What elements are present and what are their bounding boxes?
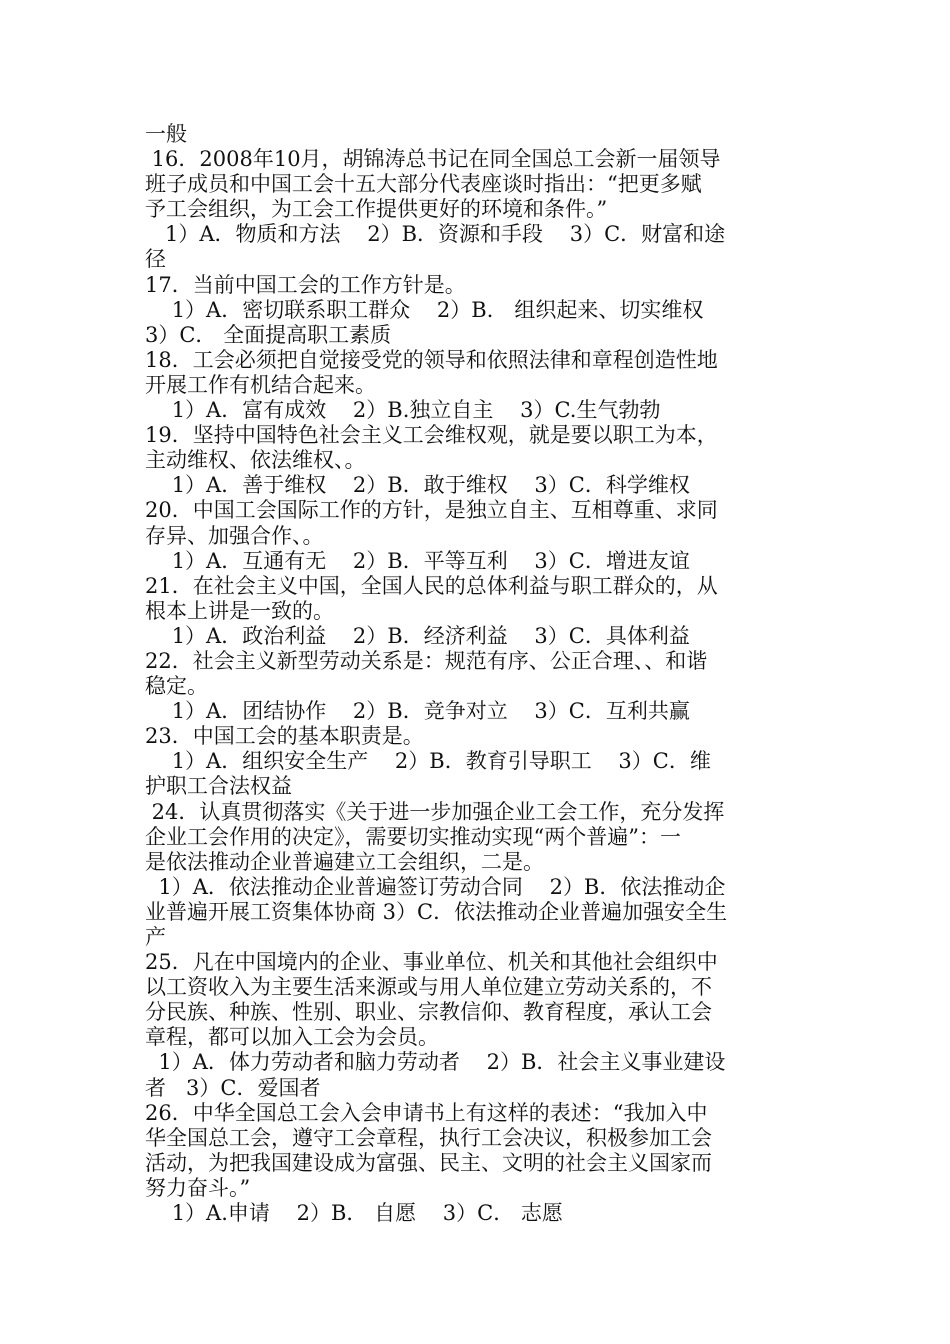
options-line: 1）A.申请 2）B． 自愿 3）C． 志愿 — [145, 1201, 563, 1226]
question-22-line: 22．社会主义新型劳动关系是：规范有序、公正合理、、和谐 — [145, 648, 708, 673]
question-26-line: 26．中华全国总工会入会申请书上有这样的表述：“我加入中 — [145, 1100, 708, 1125]
text-line: 开展工作有机结合起来。 — [145, 372, 376, 397]
question-16-line: 16．2008年10月，胡锦涛总书记在同全国总工会新一届领导 — [145, 147, 721, 172]
text-line: 一般 — [145, 122, 187, 146]
options-line: 1）A．善于维权 2）B．敢于维权 3）C．科学维权 — [145, 473, 690, 498]
options-line: 1）A．政治利益 2）B．经济利益 3）C．具体利益 — [145, 623, 690, 648]
options-line: 业普遍开展工资集体协商 3）C．依法推动企业普遍加强安全生 — [145, 899, 728, 924]
question-24-line: 24．认真贯彻落实《关于进一步加强企业工会工作，充分发挥 — [145, 799, 725, 824]
text-line: 予工会组织，为工会工作提供更好的环境和条件。” — [145, 197, 608, 222]
question-17-line: 17．当前中国工会的工作方针是。 — [145, 272, 466, 297]
text-line: 存异、加强合作、。 — [145, 523, 324, 548]
document-body — [145, 122, 815, 1226]
text-line: 企业工会作用的决定》，需要切实推动实现“两个普遍”：一 — [145, 824, 681, 849]
text-line: 稳定。 — [145, 674, 208, 699]
text-line: 班子成员和中国工会十五大部分代表座谈时指出：“把更多赋 — [145, 172, 702, 197]
options-line: 1）A．组织安全生产 2）B．教育引导职工 3）C．维 — [145, 749, 711, 774]
text-line: 径 — [145, 247, 166, 272]
options-line: 1）A．依法推动企业普遍签订劳动合同 2）B．依法推动企 — [145, 874, 726, 899]
question-18-line: 18．工会必须把自觉接受党的领导和依照法律和章程创造性地 — [145, 347, 718, 372]
question-21-line: 21．在社会主义中国，全国人民的总体利益与职工群众的，从 — [145, 573, 718, 598]
options-line: 1）A．团结协作 2）B．竞争对立 3）C．互利共赢 — [145, 699, 690, 724]
text-line: 以工资收入为主要生活来源或与用人单位建立劳动关系的，不 — [145, 975, 712, 1000]
text-line: 主动维权、依法维权、。 — [145, 448, 366, 473]
question-25-line: 25．凡在中国境内的企业、事业单位、机关和其他社会组织中 — [145, 950, 718, 975]
question-23-line: 23．中国工会的基本职责是。 — [145, 724, 424, 749]
text-line: 根本上讲是一致的。 — [145, 598, 334, 623]
options-line: 1）A．富有成效 2）B.独立自主 3）C.生气勃勃 — [145, 398, 661, 423]
text-line: 章程，都可以加入工会为会员。 — [145, 1025, 439, 1050]
question-20-line: 20．中国工会国际工作的方针，是独立自主、互相尊重、求同 — [145, 498, 718, 523]
text-line: 华全国总工会，遵守工会章程，执行工会决议，积极参加工会 — [145, 1125, 712, 1150]
question-19-line: 19．坚持中国特色社会主义工会维权观，就是要以职工为本， — [145, 423, 718, 448]
options-line: 1）A．体力劳动者和脑力劳动者 2）B．社会主义事业建设 — [145, 1050, 726, 1075]
text-line: 护职工合法权益 — [145, 774, 292, 799]
text-line: 努力奋斗。” — [145, 1175, 251, 1200]
options-line: 1）A．互通有无 2）B．平等互利 3）C．增进友谊 — [145, 548, 690, 573]
options-line: 3）C． 全面提高职工素质 — [145, 322, 392, 347]
options-line: 1）A．物质和方法 2）B．资源和手段 3）C．财富和途 — [145, 222, 726, 247]
options-line: 1）A．密切联系职工群众 2）B． 组织起来、切实维权 — [145, 297, 704, 322]
options-line: 者 3）C．爱国者 — [145, 1075, 321, 1100]
text-line: 产 — [145, 925, 166, 949]
text-line: 分民族、种族、性别、职业、宗教信仰、教育程度，承认工会 — [145, 1000, 712, 1025]
text-line: 活动，为把我国建设成为富强、民主、文明的社会主义国家而 — [145, 1150, 712, 1175]
text-line: 是依法推动企业普遍建立工会组织，二是。 — [145, 849, 544, 874]
